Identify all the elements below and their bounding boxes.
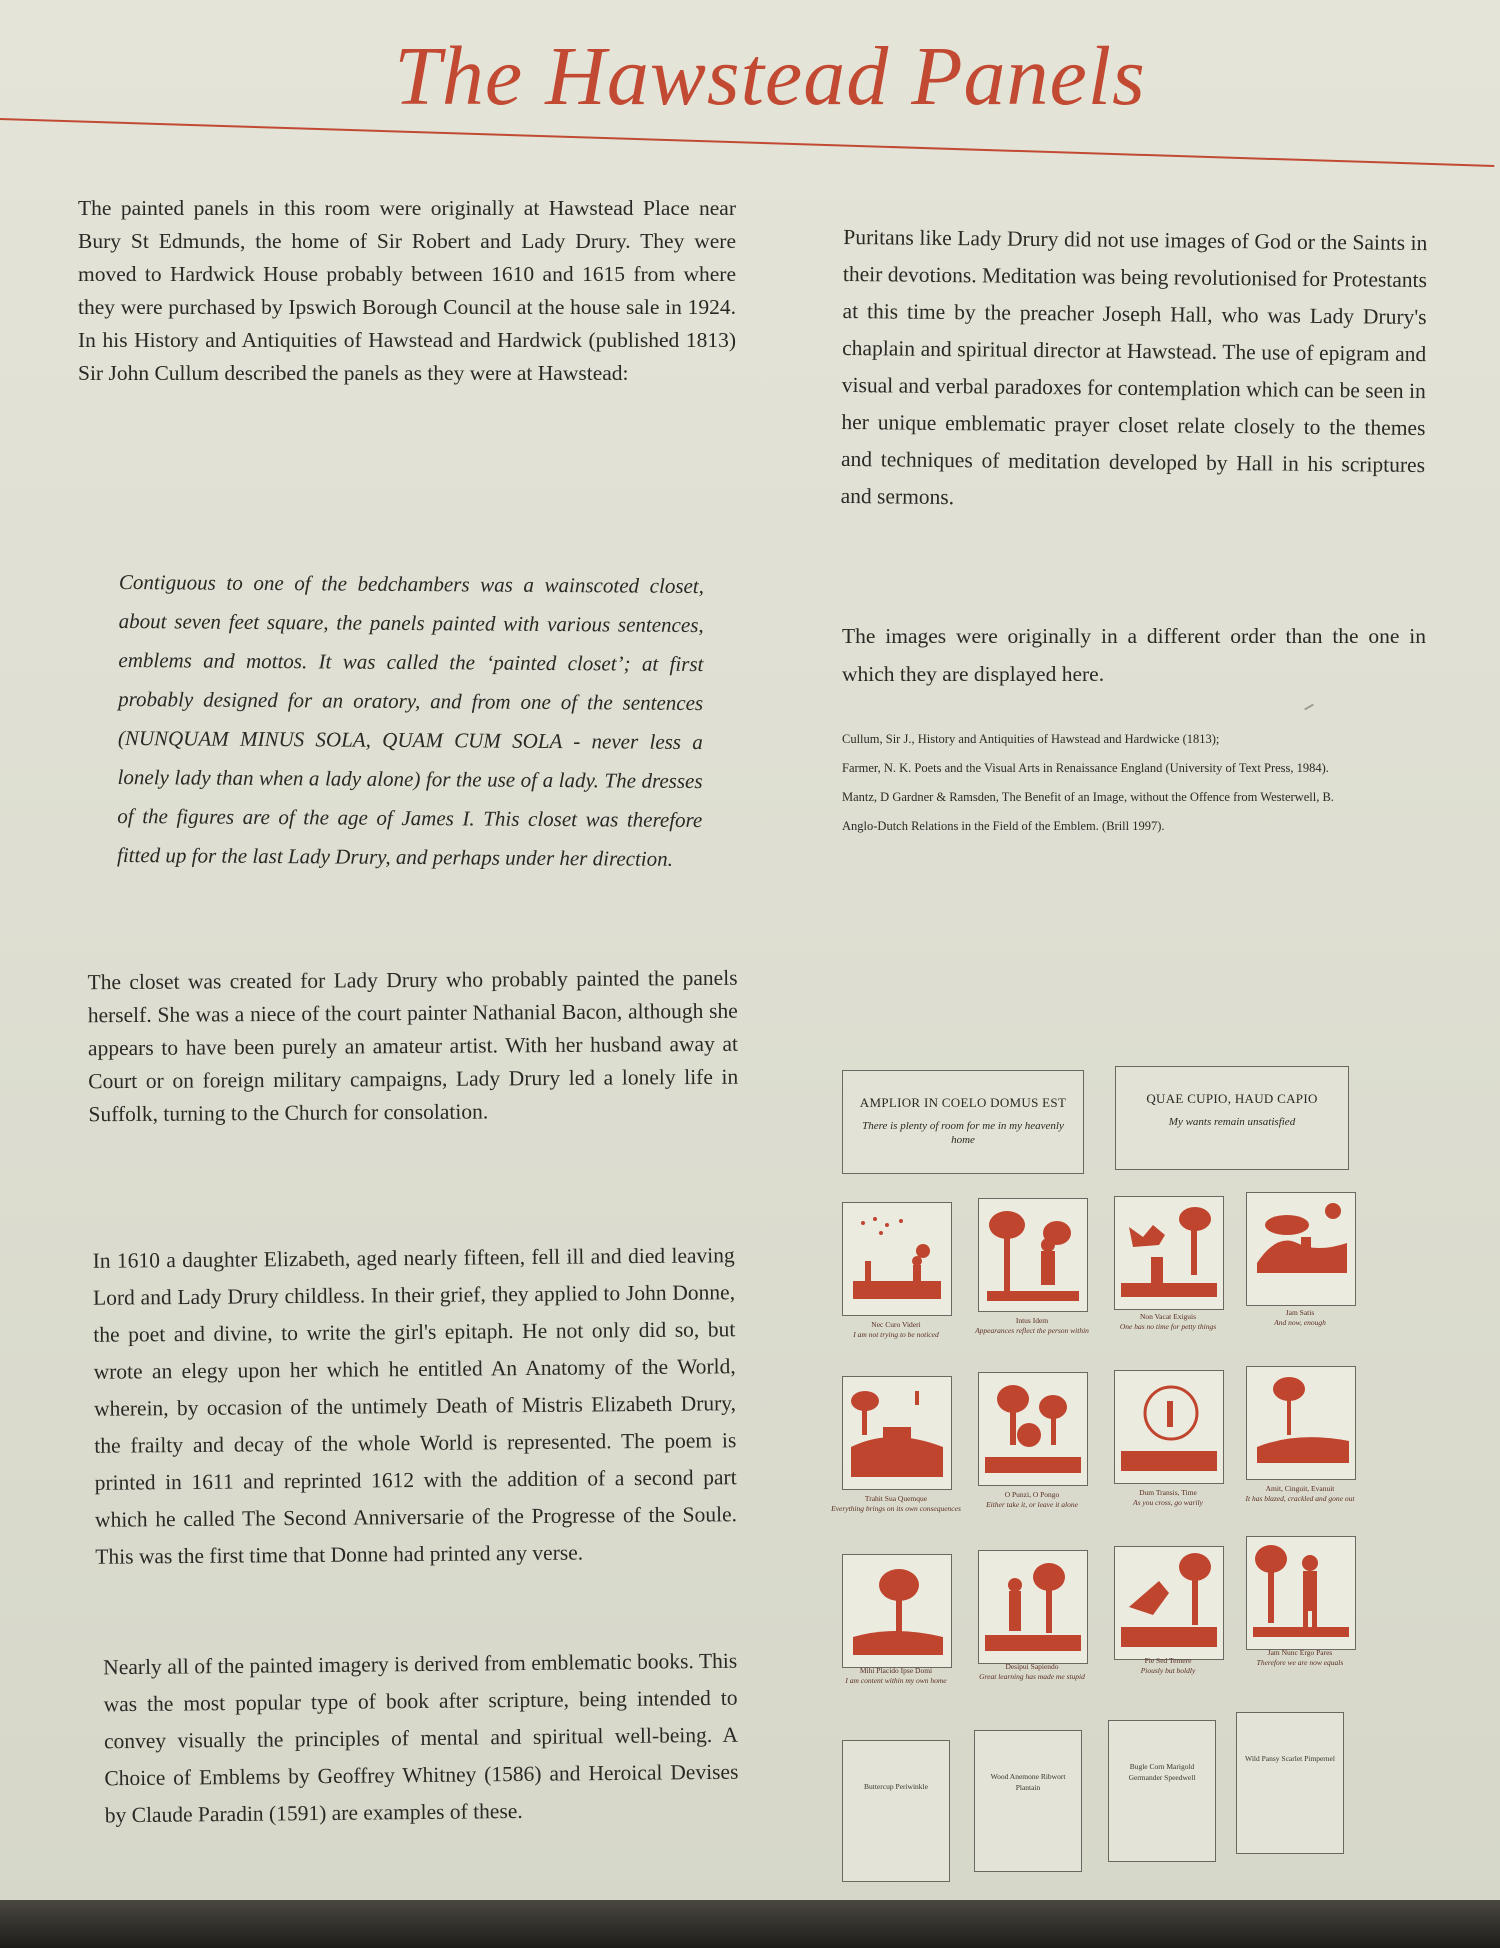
scuff-mark [1304, 704, 1314, 711]
emblem-panel-image [978, 1372, 1088, 1486]
emblem-panel-label: Non Vacat Exiguis One has no time for petty things [1119, 1312, 1217, 1331]
emblem-panel-image [1246, 1536, 1356, 1650]
emblem-panel-label: Jam Nunc Ergo Pares Therefore we are now equals [1256, 1648, 1344, 1667]
emblem-panel-label: Desipui Sapiendo Great learning has made me stupid [979, 1662, 1085, 1681]
title-rule [0, 118, 1494, 167]
emblem-panel-image [1114, 1196, 1224, 1310]
flower-label-board [842, 1740, 950, 1882]
emblem-panel-image [842, 1554, 952, 1668]
board-title: The Hawstead Panels [394, 30, 1146, 123]
emblem-panel-image [1246, 1192, 1356, 1306]
emblem-panel-label: Mihi Placido Ipse Domi I am content within my own home [845, 1666, 947, 1685]
caption-board [1115, 1066, 1349, 1170]
closet-paragraph: The closet was created for Lady Drury who probably painted the panels herself. She was a niece of the court painter Nathanial Bacon, although she appears to have been purely an amateur artist. With her husband away at Court or on foreign military campaigns, Lady Drury led a lonely life in Suffolk, turning to the Church for consolation. [87, 965, 739, 1127]
flower-names: Bugle Corn Marigold Germander Speedwell [1128, 1762, 1196, 1782]
flower-names: Wild Pansy Scarlet Pimpernel [1245, 1754, 1335, 1763]
caption-latin: QUAE CUPIO, HAUD CAPIO [1146, 1091, 1318, 1106]
emblem-panel-label: Amit, Cinguit, Evanuit It has blazed, crackled and gone out [1245, 1484, 1355, 1503]
cullum-quotation: Contiguous to one of the bedchambers was a wainscoted closet, about seven feet square, the panels painted with various sentences, emblems and mottos. It was called the ‘painted closet’; at first probably designed for an oratory, and from one of the sentences (NUNQUAM MINUS SOLA, QUAM CUM SOLA - never less a lonely lady than when a lady alone) for the use of a lady. The dresses of the figures are of the age of James I. This closet was therefore fitted up for the last Lady Drury, and perhaps under her direction. [116, 569, 705, 871]
emblem-books-paragraph: Nearly all of the painted imagery is derived from emblematic books. This was the most popular type of book after scripture, being intended to convey visually the principles of mental and spiritual well-being. A Choice of Emblems by Geoffrey Whitney (1586) and Heroical Devises by Claude Paradin (1591) are examples of these. [103, 1648, 739, 1828]
reference-item: Cullum, Sir J., History and Antiquities of Hawstead and Hardwicke (1813); [842, 732, 1220, 746]
puritans-paragraph: Puritans like Lady Drury did not use images of God or the Saints in their devotions. Meditation was being revolutionised for Protestants at this time by the preacher Joseph Hall, who was Lady Drury's chaplain and spiritual director at Hawstead. The use of epigram and visual and verbal paradoxes for contemplation which can be seen in her unique emblematic prayer closet relate closely to the themes and techniques of meditation developed by Hall in his scriptures and sermons. [840, 224, 1428, 510]
reference-item: Mantz, D Gardner & Ramsden, The Benefit of an Image, without the Offence from Westerwell, B. [842, 790, 1334, 804]
reference-item: Anglo-Dutch Relations in the Field of the Emblem. (Brill 1997). [842, 819, 1165, 833]
emblem-panel-label: Trahit Sua Quemque Everything brings on its own consequences [831, 1494, 961, 1513]
caption-board [842, 1070, 1084, 1174]
references [842, 725, 1422, 841]
emblem-panel-image [978, 1550, 1088, 1664]
board-bottom-edge [0, 1900, 1500, 1948]
emblem-panel-image [978, 1198, 1088, 1312]
emblem-panel-label: O Punzi, O Pongo Either take it, or leave it alone [986, 1490, 1078, 1509]
emblem-panel-image [842, 1376, 952, 1490]
emblem-panel-image [1114, 1546, 1224, 1660]
emblem-panel-label: Intus Idem Appearances reflect the person within [975, 1316, 1089, 1335]
intro-paragraph: The painted panels in this room were originally at Hawstead Place near Bury St Edmunds, the home of Sir Robert and Lady Drury. They were moved to Hardwick House probably between 1610 and 1615 from where they were purchased by Ipswich Borough Council at the house sale in 1924. In his History and Antiquities of Hawstead and Hardwick (published 1813) Sir John Cullum described the panels as they were at Hawstead: [78, 196, 736, 385]
emblem-panel-image [1246, 1366, 1356, 1480]
flower-label-board [1108, 1720, 1216, 1862]
emblem-panel-label: Nec Curo Videri I am not trying to be noticed [853, 1320, 939, 1339]
flower-names: Buttercup Periwinkle [864, 1782, 928, 1791]
caption-english: There is plenty of room for me in my heavenly home [862, 1120, 1064, 1146]
emblem-panel-label: Jam Satis And now, enough [1274, 1308, 1326, 1327]
donne-paragraph: In 1610 a daughter Elizabeth, aged nearly fifteen, fell ill and died leaving Lord and Lady Drury childless. In their grief, they applied to John Donne, the poet and divine, to write the girl's epitaph. He not only did so, but wrote an elegy upon her which he entitled An Anatomy of the World, wherein, by occasion of the untimely Death of Mistris Elizabeth Drury, the frailty and decay of the whole World is represented. The poem is printed in 1611 and reprinted 1612 with the addition of a second part which he called The Second Anniversarie of the Progresse of the Soule. This was the first time that Donne had printed any verse. [92, 1243, 738, 1569]
emblem-panel-image [842, 1202, 952, 1316]
emblem-panel-image [1114, 1370, 1224, 1484]
flower-label-board [1236, 1712, 1344, 1854]
flower-label-board [974, 1730, 1082, 1872]
flower-names: Wood Anemone Ribwort Plantain [990, 1772, 1066, 1792]
caption-english: My wants remain unsatisfied [1168, 1116, 1296, 1128]
emblem-panel-label: Pie Sed Temere Piously but boldly [1140, 1656, 1196, 1675]
emblem-panel-label: Dum Transis, Time As you cross, go warily [1133, 1488, 1203, 1507]
reference-item: Farmer, N. K. Poets and the Visual Arts in Renaissance England (University of Text Press, 1984). [842, 761, 1329, 775]
order-note-paragraph: The images were originally in a different order than the one in which they are displayed here. [842, 624, 1426, 686]
caption-latin: AMPLIOR IN COELO DOMUS EST [859, 1095, 1067, 1110]
